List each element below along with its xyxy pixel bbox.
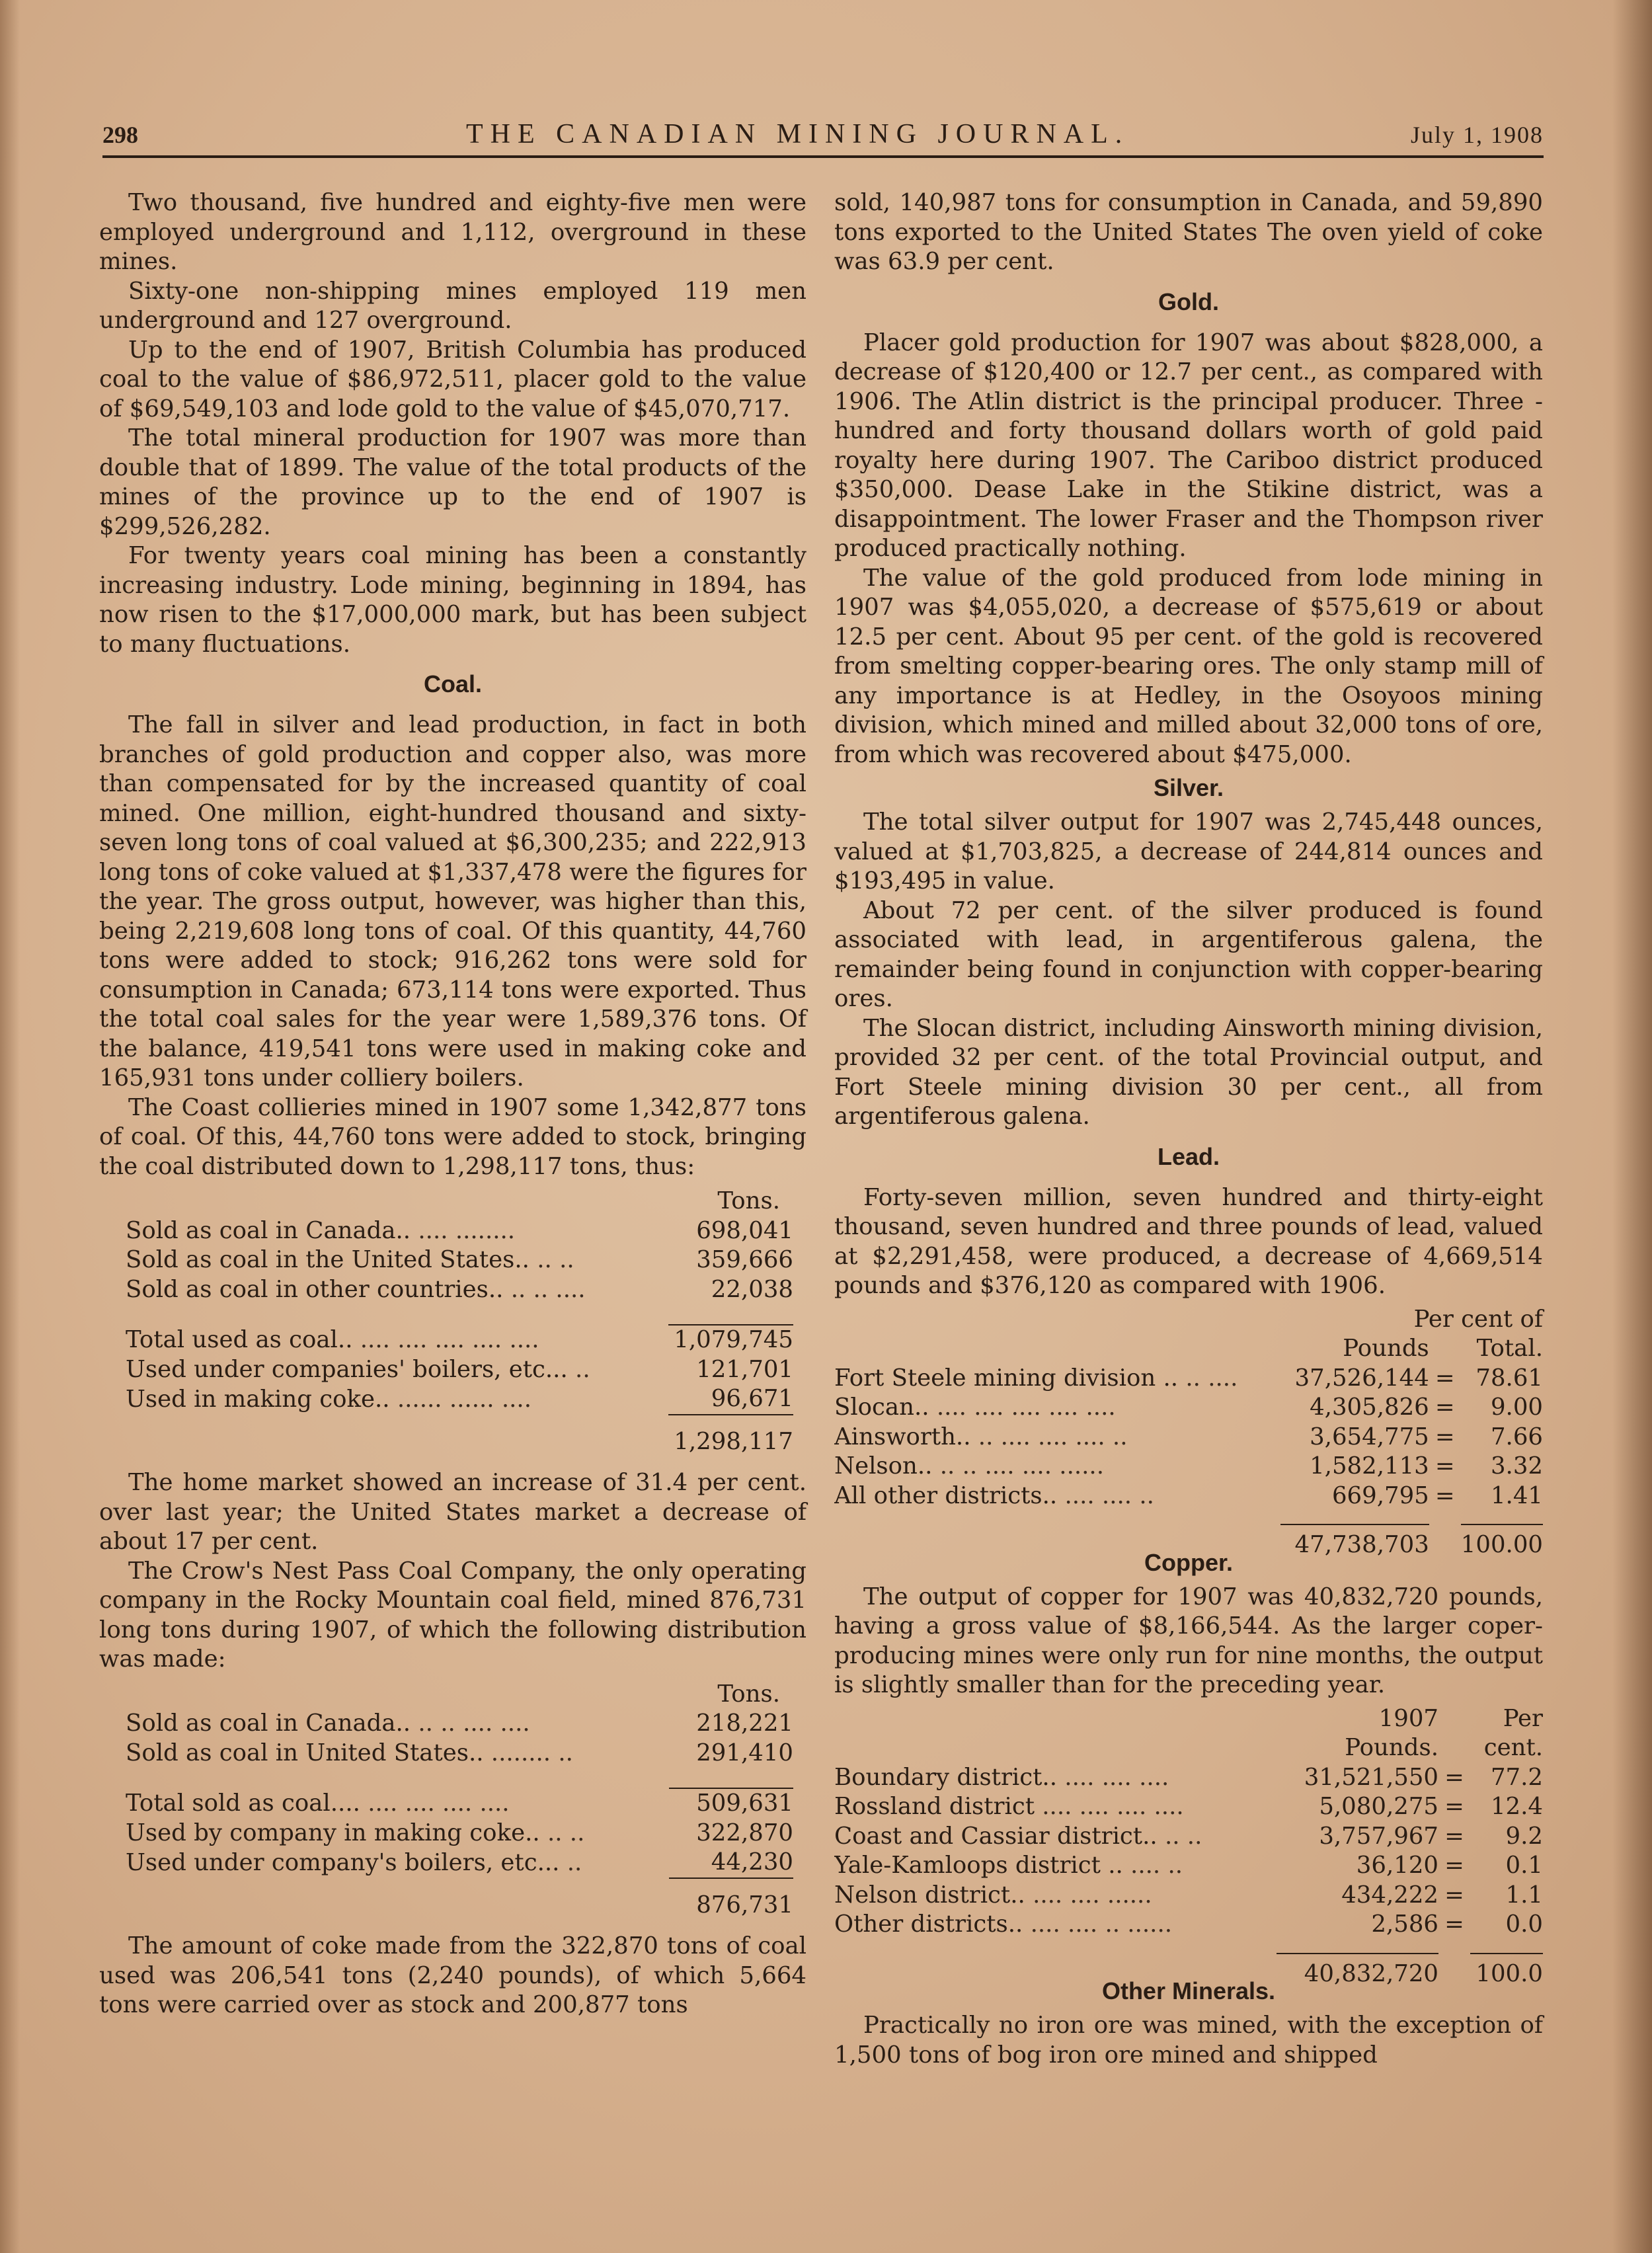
table-row: Sold as coal in the United States.. .. .. 359,666	[126, 1245, 793, 1275]
row-label: All other districts..	[834, 1482, 1058, 1509]
column-header: Total.	[1476, 1335, 1543, 1362]
table-row: All other districts.. .... .... .. 669,795 = 1.41	[834, 1482, 1543, 1511]
row-value: 509,631	[669, 1788, 793, 1819]
row-value: 359,666	[696, 1246, 793, 1273]
column-header: Pounds.	[1345, 1734, 1438, 1761]
paragraph: The fall in silver and lead production, in fact in both branches of gold production and copper also, was more than compensated for by the increased quantity of coal mined. One million, eight-hundred thousand and sixty-seven long tons of coal valued at $6,300,235; and 222,913 long tons of coke valued at $1,337,478 were the figures for the year. The gross output, however, was higher than this, being 2,219,608 long tons of coal. Of this quantity, 44,760 tons were added to stock; 916,262 tons were sold for consumption in Canada; 673,114 tons were exported. Thus the total coal sales for the year were 1,589,376 tons. Of the balance, 419,541 tons were used in making coke and 165,931 tons under colliery boilers.	[99, 711, 806, 1091]
row-label: Sold as coal in Canada..	[126, 1710, 411, 1737]
row-value: 121,701	[696, 1355, 793, 1383]
row-value: 96,671	[711, 1385, 793, 1412]
table-row: Total sold as coal.... .... .... .... .... 509,631	[126, 1788, 793, 1819]
page-shadow-right	[1612, 0, 1652, 2253]
row-label: Yale-Kamloops district ..	[834, 1852, 1123, 1879]
header-rule	[102, 155, 1544, 158]
row-pounds: 2,586	[1371, 1911, 1438, 1938]
section-heading-lead: Lead.	[1157, 1142, 1220, 1170]
running-header	[102, 116, 1544, 162]
table-row: Sold as coal in Canada.. .. .. .... .... 218,221	[126, 1709, 793, 1739]
row-label: Sold as coal in United States..	[126, 1739, 484, 1766]
section-heading-coal: Coal.	[423, 670, 482, 697]
table-row: Slocan.. .... .... .... .... .... 4,305,826 = 9.00	[834, 1393, 1543, 1423]
row-label: Boundary district..	[834, 1763, 1057, 1791]
table-row: Ainsworth.. .. .... .... .... .. 3,654,775 = 7.66	[834, 1423, 1543, 1452]
row-percent: 1.1	[1505, 1881, 1543, 1909]
right-column	[834, 188, 1543, 2070]
table-total: 47,738,703	[1294, 1531, 1429, 1558]
paragraph: The total silver output for 1907 was 2,745,448 ounces, valued at $1,703,825, a decrease of 244,814 ounces and $193,495 in value.	[834, 809, 1543, 894]
table-row: Sold as coal in Canada.. .... ........ 698,041	[126, 1216, 793, 1246]
table-row: Coast and Cassiar district.. .. .. 3,757,967 = 9.2	[834, 1822, 1543, 1852]
paragraph: Sixty-one non-shipping mines employed 119 men underground and 127 overground.	[99, 277, 806, 334]
table-header: Per cent of	[1413, 1305, 1543, 1333]
page-number: 298	[102, 122, 138, 148]
row-value: 218,221	[696, 1710, 793, 1737]
paragraph: Forty-seven million, seven hundred and thirty-eight thousand, seven hundred and three pounds of lead, valued at $2,291,458, were produced, a decrease of 4,669,514 pounds and $376,120 as compared with 1906.	[834, 1183, 1543, 1299]
row-percent: 7.66	[1490, 1423, 1543, 1450]
row-label: Rossland district	[834, 1793, 1035, 1820]
table-row: Used by company in making coke.. .. .. 322,870	[126, 1819, 793, 1848]
paragraph: For twenty years coal mining has been a constantly increasing industry. Lode mining, beginning in 1894, has now risen to the $17,000,000 mark, but has been subject to many fluctuations.	[99, 542, 806, 658]
paragraph: Up to the end of 1907, British Columbia has produced coal to the value of $86,972,511, placer gold to the value of $69,549,103 and lode gold to the value of $45,070,717.	[99, 336, 806, 422]
crows-nest-table	[126, 1680, 793, 1920]
paragraph: sold, 140,987 tons for consumption in Canada, and 59,890 tons exported to the United States The oven yield of coke was 63.9 per cent.	[834, 189, 1543, 275]
paragraph: About 72 per cent. of the silver produced is found associated with lead, in argentiferous galena, the remainder being found in conjunction with copper-bearing ores.	[834, 896, 1543, 1012]
row-value: 22,038	[711, 1275, 793, 1303]
row-value: 291,410	[696, 1739, 793, 1766]
copper-table	[834, 1704, 1543, 1989]
column-header: Pounds	[1343, 1335, 1429, 1362]
table-total-row	[126, 1415, 793, 1457]
row-percent: 78.61	[1475, 1364, 1543, 1392]
row-label: Sold as coal in the United States..	[126, 1246, 530, 1273]
table-total: 876,731	[669, 1878, 793, 1920]
row-label: Used in making coke..	[126, 1386, 390, 1413]
table-row: Sold as coal in other countries.. .. .. .... 22,038	[126, 1275, 793, 1305]
table-row: Sold as coal in United States.. ........ .. 291,410	[126, 1739, 793, 1768]
row-value: 1,079,745	[668, 1325, 793, 1355]
paragraph: The Slocan district, including Ainsworth mining division, provided 32 per cent. of the total Provincial output, and Fort Steele mining division 30 per cent., all from argentiferous galena.	[834, 1014, 1543, 1130]
row-pounds: 3,654,775	[1310, 1423, 1429, 1450]
paragraph: Placer gold production for 1907 was about $828,000, a decrease of $120,400 or 12.7 per cent., as compared with 1906. The Atlin district is the principal producer. Three -hundred and forty thousand dollars worth of gold paid royalty here during 1907. The Cariboo district produced $350,000. Dease Lake in the Stikine district, was a disappointment. The lower Fraser and the Thompson river produced practically nothing.	[834, 329, 1543, 562]
issue-date: July 1, 1908	[1410, 122, 1544, 148]
table-total-percent: 100.0	[1475, 1959, 1543, 1987]
row-label: Nelson..	[834, 1452, 933, 1480]
row-label: Slocan..	[834, 1394, 929, 1421]
row-pounds: 669,795	[1331, 1482, 1429, 1509]
table-row: Nelson.. .. .. .... .... ...... 1,582,113 = 3.32	[834, 1452, 1543, 1482]
row-pounds: 5,080,275	[1319, 1793, 1438, 1820]
row-label: Sold as coal in other countries..	[126, 1275, 504, 1303]
row-percent: 0.1	[1505, 1852, 1543, 1879]
row-label: Ainsworth..	[834, 1423, 971, 1450]
row-pounds: 434,222	[1341, 1881, 1438, 1909]
table-row: Boundary district.. .... .... .... 31,521,550 = 77.2	[834, 1763, 1543, 1793]
table-total-percent: 100.00	[1460, 1531, 1543, 1558]
paragraph: The value of the gold produced from lode mining in 1907 was $4,055,020, a decrease of $575,619 or about 12.5 per cent. About 95 per cent. of the gold is recovered from smelting copper-bearing ores. The only stamp mill of any importance is at Hedley, in the Osoyoos mining division, which mined and milled about 32,000 tons of ore, from which was recovered about $475,000.	[834, 564, 1543, 768]
table-row: Rossland district .... .... .... .... 5,080,275 = 12.4	[834, 1792, 1543, 1822]
paragraph: The Coast collieries mined in 1907 some 1,342,877 tons of coal. Of this, 44,760 tons were added to stock, bringing the coal distributed down to 1,298,117 tons, thus:	[99, 1093, 806, 1180]
row-label: Nelson district..	[834, 1881, 1025, 1909]
row-pounds: 1,582,113	[1310, 1452, 1429, 1480]
paragraph: The output of copper for 1907 was 40,832,720 pounds, having a gross value of $8,166,544. As the larger coper-producing mines were only run for nine months, the output is slightly smaller than for the preceding year.	[834, 1583, 1543, 1698]
table-row: Used under company's boilers, etc... .. 44,230	[126, 1848, 793, 1878]
section-heading-copper: Copper.	[1144, 1548, 1233, 1576]
section-heading-other-minerals: Other Minerals.	[1101, 1977, 1276, 2004]
table-row: Used in making coke.. ...... ...... .... 96,671	[126, 1384, 793, 1415]
paragraph: Two thousand, five hundred and eighty-five men were employed underground and 1,112, overground in these mines.	[99, 189, 806, 275]
paragraph: The home market showed an increase of 31.4 per cent. over last year; the United States market a decrease of about 17 per cent.	[99, 1469, 806, 1555]
paragraph: The total mineral production for 1907 was more than double that of 1899. The value of the total products of the mines of the province up to the end of 1907 is $299,526,282.	[99, 424, 806, 540]
column-header: 1907	[1378, 1704, 1438, 1732]
row-percent: 77.2	[1490, 1763, 1543, 1791]
lead-table	[834, 1305, 1543, 1560]
row-label: Fort Steele mining division ..	[834, 1364, 1179, 1392]
table-row: Nelson district.. .... .... ...... 434,222 = 1.1	[834, 1881, 1543, 1911]
row-percent: 9.2	[1505, 1822, 1543, 1850]
row-label: Total sold as coal....	[126, 1790, 360, 1817]
table-total-row	[126, 1878, 793, 1920]
table-total: 1,298,117	[668, 1415, 793, 1457]
table-total: 40,832,720	[1304, 1959, 1438, 1987]
row-label: Used under companies' boilers, etc...	[126, 1355, 568, 1383]
table-row: Yale-Kamloops district .. .... .. 36,120 = 0.1	[834, 1851, 1543, 1881]
row-value: 44,230	[711, 1848, 793, 1876]
column-header: Per	[1503, 1704, 1543, 1732]
row-value: 698,041	[696, 1216, 793, 1244]
paragraph: The Crow's Nest Pass Coal Company, the only operating company in the Rocky Mountain coal field, mined 876,731 long tons during 1907, of which the following distribution was made:	[99, 1557, 806, 1673]
row-label: Other districts..	[834, 1911, 1023, 1938]
page-shadow-left	[0, 0, 20, 2253]
row-percent: 12.4	[1490, 1793, 1543, 1820]
row-percent: 3.32	[1490, 1452, 1543, 1480]
table-row: Total used as coal.. .... .... .... .... .... 1,079,745	[126, 1325, 793, 1355]
row-percent: 0.0	[1505, 1911, 1543, 1938]
left-column	[99, 188, 806, 2020]
row-pounds: 36,120	[1356, 1852, 1438, 1879]
table-unit-header: Tons.	[717, 1187, 780, 1214]
paragraph: The amount of coke made from the 322,870 tons of coal used was 206,541 tons (2,240 pounds), of which 5,664 tons were carried over as stock and 200,877 tons	[99, 1932, 806, 2018]
row-label: Used under company's boilers, etc...	[126, 1849, 560, 1876]
row-pounds: 31,521,550	[1304, 1763, 1438, 1791]
row-pounds: 4,305,826	[1310, 1394, 1429, 1421]
row-pounds: 37,526,144	[1294, 1364, 1429, 1392]
row-label: Used by company in making coke..	[126, 1819, 540, 1846]
table-row: Other districts.. .... .... .. ...... 2,586 = 0.0	[834, 1910, 1543, 1940]
row-label: Coast and Cassiar district..	[834, 1822, 1158, 1850]
column-header: cent.	[1483, 1734, 1543, 1761]
row-label: Total used as coal..	[126, 1326, 353, 1353]
coast-collieries-table	[126, 1187, 793, 1456]
table-row: Used under companies' boilers, etc... .. 121,701	[126, 1355, 793, 1385]
journal-title: THE CANADIAN MINING JOURNAL.	[466, 119, 1130, 149]
section-heading-silver: Silver.	[1153, 774, 1224, 801]
row-label: Sold as coal in Canada..	[126, 1216, 411, 1244]
row-percent: 9.00	[1490, 1394, 1543, 1421]
section-heading-gold: Gold.	[1158, 288, 1219, 315]
row-percent: 1.41	[1490, 1482, 1543, 1509]
row-pounds: 3,757,967	[1319, 1822, 1438, 1850]
row-value: 322,870	[696, 1819, 793, 1846]
paragraph: Practically no iron ore was mined, with the exception of 1,500 tons of bog iron ore mined and shipped	[834, 2012, 1543, 2069]
table-row: Fort Steele mining division .. .. .... 37,526,144 = 78.61	[834, 1364, 1543, 1394]
table-unit-header: Tons.	[717, 1680, 780, 1708]
